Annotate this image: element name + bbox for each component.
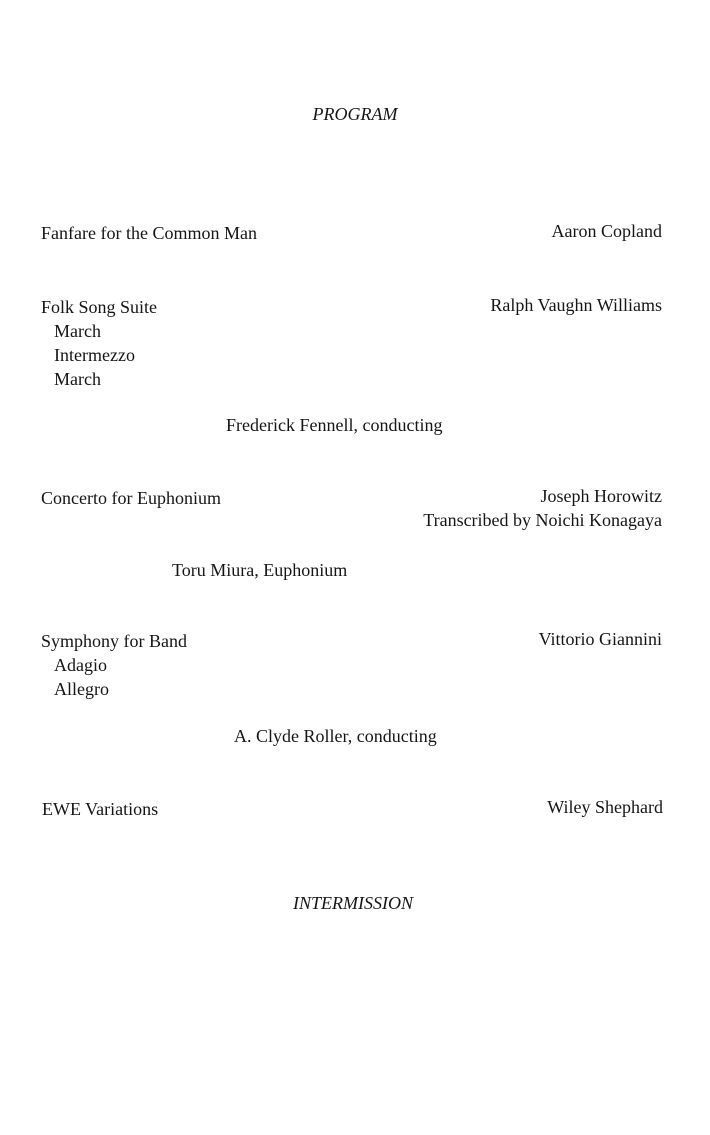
- intermission-heading: INTERMISSION: [293, 893, 413, 913]
- movement-list: [54, 319, 135, 391]
- piece-composer: Wiley Shephard: [547, 797, 663, 817]
- movement-item: March: [54, 321, 101, 341]
- piece-title: Symphony for Band: [41, 631, 187, 651]
- movement-item: Intermezzo: [54, 345, 135, 365]
- piece-title: Concerto for Euphonium: [41, 488, 221, 508]
- performer-credit: Frederick Fennell, conducting: [226, 415, 443, 435]
- movement-list: [54, 653, 109, 701]
- piece-composer: Joseph Horowitz: [540, 486, 662, 506]
- performer-credit: A. Clyde Roller, conducting: [234, 726, 437, 746]
- movement-item: Adagio: [54, 655, 107, 675]
- piece-title: Folk Song Suite: [41, 297, 158, 317]
- movement-item: March: [54, 369, 101, 389]
- piece-title: Fanfare for the Common Man: [41, 223, 257, 243]
- piece-composer: Vittorio Giannini: [538, 629, 662, 649]
- performer-credit: Toru Miura, Euphonium: [172, 560, 348, 580]
- movement-item: Allegro: [54, 679, 109, 699]
- program-heading: PROGRAM: [312, 104, 398, 124]
- piece-composer: Aaron Copland: [551, 221, 662, 241]
- transcription-credit: Transcribed by Noichi Konagaya: [423, 510, 662, 530]
- piece-title: EWE Variations: [42, 799, 159, 819]
- piece-composer: Ralph Vaughn Williams: [490, 295, 662, 315]
